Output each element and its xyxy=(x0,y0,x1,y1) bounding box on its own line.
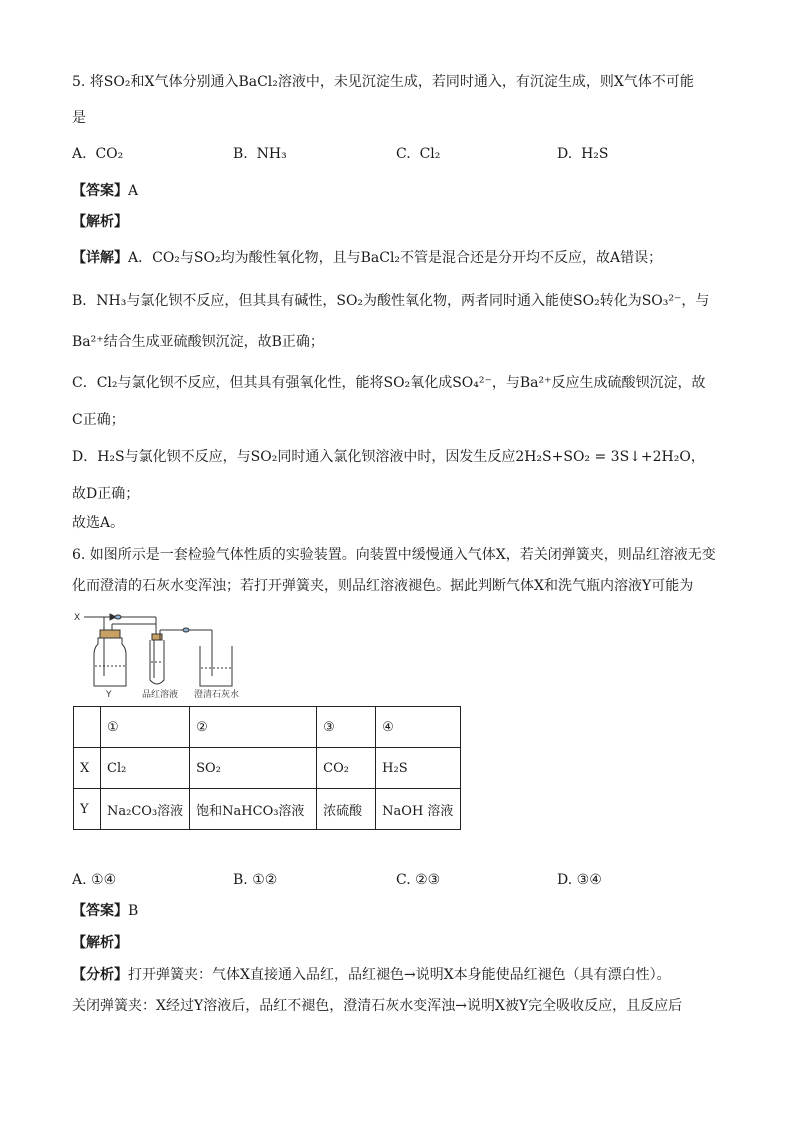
table-cell: Na₂CO₃溶液 xyxy=(101,789,190,830)
table-cell: ① xyxy=(101,707,190,748)
bottle-stopper xyxy=(100,630,120,638)
table-cell: Y xyxy=(74,789,101,830)
q6-stem-line-2: 化而澄清的石灰水变浑浊；若打开弹簧夹，则品红溶液褪色。据此判断气体X和洗气瓶内溶液Y可能为 xyxy=(72,578,694,594)
analysis-text: 打开弹簧夹：气体X直接通入品红，品红褪色→说明X本身能使品红褪色（具有漂白性）。 xyxy=(128,967,671,983)
q5-conclusion: 故选A。 xyxy=(72,515,125,531)
q5-analysis-tag xyxy=(72,212,128,232)
option-text: NH₃ xyxy=(256,146,287,162)
wash-bottle xyxy=(94,638,126,686)
q6-analysis-line-1 xyxy=(72,965,671,985)
q6-option-b xyxy=(233,870,277,890)
q6-stem-line-1: 6. 如图所示是一套检验气体性质的实验装置。向装置中缓慢通入气体X，若关闭弹簧夹，则品红溶液无变 xyxy=(72,547,716,563)
detail-text: A．CO₂与SO₂均为酸性氧化物，且与BaCl₂不管是混合还是分开均不反应，故A错误； xyxy=(128,250,663,266)
option-letter: A. xyxy=(72,872,87,888)
table-cell xyxy=(74,707,101,748)
table-cell: X xyxy=(74,748,101,789)
detail-tag: 【详解】 xyxy=(72,250,128,266)
q6-option-d xyxy=(557,870,602,890)
q5-detail-line-a xyxy=(72,248,662,268)
option-text: ②③ xyxy=(415,872,441,888)
table-cell: Cl₂ xyxy=(101,748,190,789)
table-cell: 饱和NaHCO₃溶液 xyxy=(190,789,317,830)
option-letter: A. xyxy=(72,146,87,162)
q5-detail-line-c2: C正确； xyxy=(72,412,125,428)
q6-table xyxy=(73,706,461,830)
option-letter: D. xyxy=(557,872,573,888)
option-text: Cl₂ xyxy=(419,146,441,162)
option-letter: B. xyxy=(233,872,248,888)
label-limewater: 澄清石灰水 xyxy=(194,690,240,698)
option-text: ①④ xyxy=(91,872,117,888)
option-text: ①② xyxy=(252,872,278,888)
q5-stem-line-1: 5. 将SO₂和X气体分别通入BaCl₂溶液中，未见沉淀生成，若同时通入，有沉淀生成，则X气体不可能 xyxy=(72,74,694,90)
table-row xyxy=(74,748,461,789)
q5-option-a xyxy=(72,144,123,164)
table-cell: ③ xyxy=(317,707,376,748)
experiment-apparatus-diagram xyxy=(72,606,252,698)
table-cell: CO₂ xyxy=(317,748,376,789)
analysis-tag: 【解析】 xyxy=(72,214,128,230)
table-cell: H₂S xyxy=(376,748,461,789)
q6-analysis-tag xyxy=(72,933,128,953)
label-magenta: 品红溶液 xyxy=(142,690,179,698)
table-cell: SO₂ xyxy=(190,748,317,789)
spring-clip-icon xyxy=(115,615,121,619)
table-cell: ④ xyxy=(376,707,461,748)
option-letter: D. xyxy=(557,146,573,162)
q5-answer xyxy=(72,181,138,201)
q5-stem-line-2: 是 xyxy=(72,110,86,126)
option-letter: C. xyxy=(396,872,411,888)
answer-tag: 【答案】 xyxy=(72,903,128,919)
answer-value: A xyxy=(128,183,139,199)
analysis-sub-tag: 【分析】 xyxy=(72,967,128,983)
q5-detail-line-b1: B．NH₃与氯化钡不反应，但其具有碱性，SO₂为酸性氧化物，两者同时通入能使SO₂转化为SO₃²⁻，与 xyxy=(72,293,710,309)
clip-icon xyxy=(183,628,189,632)
q5-detail-line-d1: D．H₂S与氯化钡不反应，与SO₂同时通入氯化钡溶液中时，因发生反应2H₂S+SO₂ = 3S↓+2H₂O， xyxy=(72,449,705,465)
q5-option-b xyxy=(233,144,287,164)
q5-option-c xyxy=(396,144,440,164)
table-cell: 浓硫酸 xyxy=(317,789,376,830)
q5-option-d xyxy=(557,144,609,164)
q5-detail-line-c1: C．Cl₂与氯化钡不反应，但其具有强氧化性，能将SO₂氧化成SO₄²⁻，与Ba²⁺反应生成硫酸钡沉淀，故 xyxy=(72,375,706,391)
q5-detail-line-d2: 故D正确； xyxy=(72,486,140,502)
analysis-tag: 【解析】 xyxy=(72,935,128,951)
label-y: Y xyxy=(106,690,112,698)
q6-option-c xyxy=(396,870,440,890)
table-cell: ② xyxy=(190,707,317,748)
option-text: ③④ xyxy=(576,872,602,888)
option-letter: B. xyxy=(233,146,248,162)
answer-value: B xyxy=(128,903,139,919)
q6-answer xyxy=(72,901,138,921)
option-text: CO₂ xyxy=(95,146,124,162)
table-row xyxy=(74,707,461,748)
option-letter: C. xyxy=(396,146,411,162)
option-text: H₂S xyxy=(581,146,609,162)
q6-analysis-line-2: 关闭弹簧夹：X经过Y溶液后，品红不褪色，澄清石灰水变浑浊→说明X被Y完全吸收反应，且反应后 xyxy=(72,998,683,1014)
table-cell: NaOH 溶液 xyxy=(376,789,461,830)
q6-option-a xyxy=(72,870,116,890)
q5-detail-line-b2: Ba²⁺结合生成亚硫酸钡沉淀，故B正确； xyxy=(72,334,324,350)
label-x: X xyxy=(74,613,81,623)
table-row xyxy=(74,789,461,830)
beaker xyxy=(200,646,232,686)
answer-tag: 【答案】 xyxy=(72,183,128,199)
